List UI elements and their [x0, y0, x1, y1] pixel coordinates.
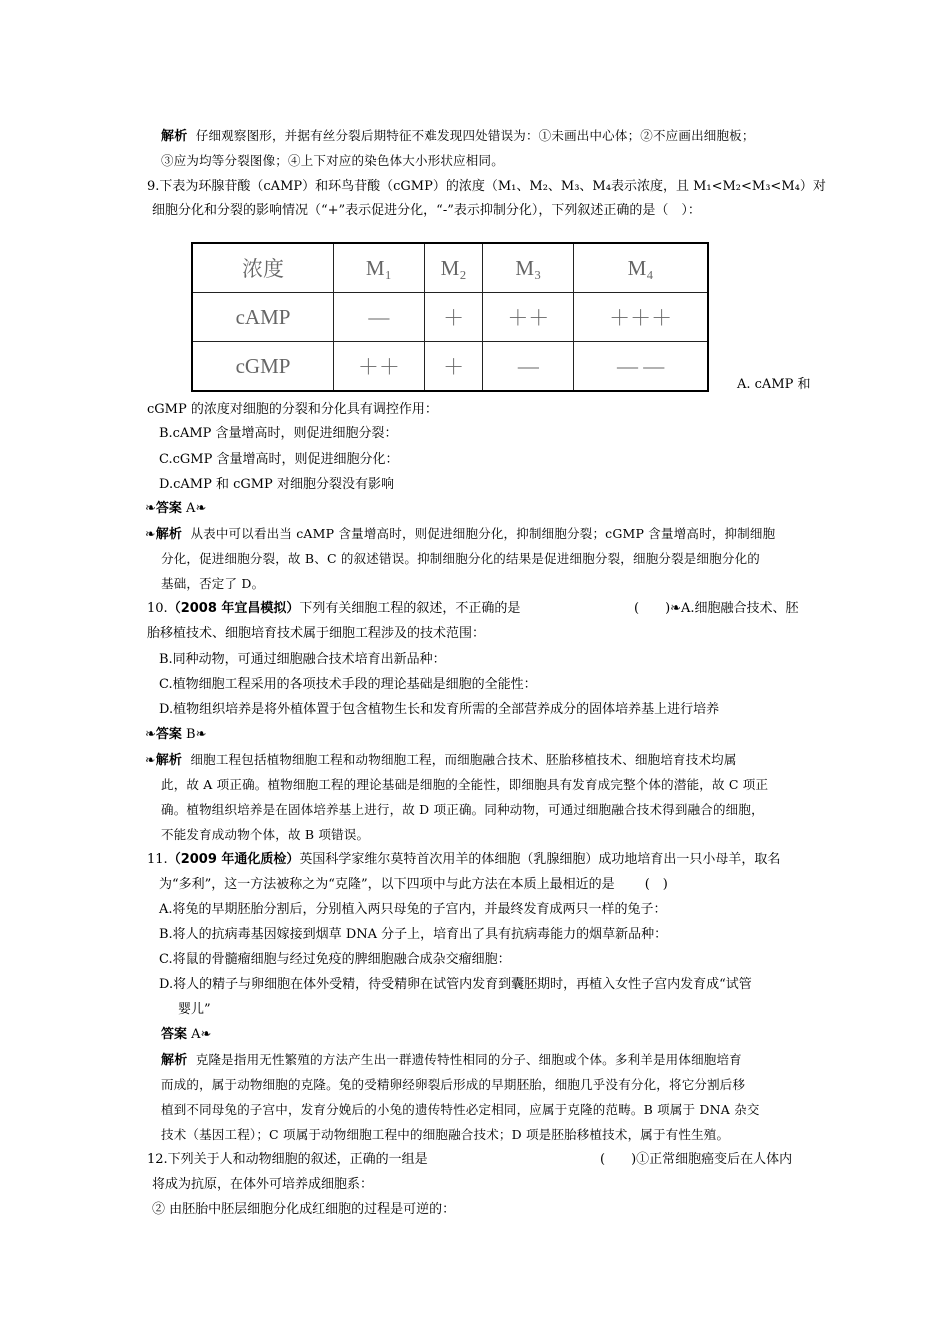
table-cell: ＋＋ [334, 342, 425, 392]
table-cell: — — [574, 342, 708, 392]
q12-paren-item1: ( )①正常细胞癌变后在人体内 [600, 1152, 793, 1167]
q9-answer: ❧答案 A❧ [145, 501, 207, 516]
concentration-table [191, 242, 709, 392]
q9-explanation-line3: 基础，否定了 D。 [161, 576, 265, 591]
q8-explanation-label: 解析 [161, 129, 188, 144]
q10-stem-line2: 胎移植技术、细胞培育技术属于细胞工程涉及的技术范围： [147, 626, 486, 641]
q10-explanation-line2: 此，故 A 项正确。植物细胞工程的理论基础是细胞的全能性，即细胞具有发育成完整个体的潜能，故 C 项正 [161, 777, 769, 792]
q9-explanation-label: 解析 [155, 527, 183, 542]
q9-option-b: B.cAMP 含量增高时，则促进细胞分裂： [159, 426, 398, 441]
q9-option-a-part2: cGMP 的浓度对细胞的分裂和分化具有调控作用： [147, 402, 438, 417]
q11-option-c: C.将鼠的骨髓瘤细胞与经过免疫的脾细胞融合成杂交瘤细胞： [159, 952, 511, 967]
q8-explanation-line2: ③应为均等分裂图像；④上下对应的染色体大小形状应相同。 [161, 153, 504, 168]
q12-item2: ② 由胚胎中胚层细胞分化成红细胞的过程是可逆的： [152, 1202, 456, 1217]
table-header-cell: M₃ [483, 243, 574, 293]
q8-explanation-line1: 解析 仔细观察图形，并据有丝分裂后期特征不难发现四处错误为：①未画出中心体；②不应画出细胞板； [161, 128, 755, 144]
q10-explanation-line3: 确。植物组织培养是在固体培养基上进行，故 D 项正确。同种动物，可通过细胞融合技术得到融合的细胞， [161, 802, 764, 817]
q11-option-d-line1: D.将人的精子与卵细胞在体外受精，待受精卵在试管内发育到囊胚期时，再植入女性子宫内发育成“试管 [159, 977, 752, 992]
q9-explanation-line2: 分化，促进细胞分裂，故 B、C 的叙述错误。抑制细胞分化的结果是促进细胞分裂，细胞分裂是细胞分化的 [161, 551, 760, 566]
table-cell: ＋＋ [483, 293, 574, 342]
q11-explanation-line2: 而成的，属于动物细胞的克隆。兔的受精卵经卵裂后形成的早期胚胎，细胞几乎没有分化，将它分割后移 [161, 1077, 746, 1092]
q9-answer-label: 答案 [155, 501, 182, 516]
q10-explanation-line1: ❧解析 细胞工程包括植物细胞工程和动物细胞工程，而细胞融合技术、胚胎移植技术、细胞培育技术均属 [145, 752, 737, 768]
table-header-row [192, 243, 708, 293]
q12-stem: 12.下列关于人和动物细胞的叙述，正确的一组是 [147, 1152, 428, 1167]
q11-source: （2009 年通化质检） [167, 852, 300, 867]
q11-answer: 答案 A❧ [161, 1027, 212, 1042]
q11-stem-line1: 11.（2009 年通化质检）英国科学家维尔莫特首次用羊的体细胞（乳腺细胞）成功地培育出一只小母羊，取名 [147, 852, 781, 867]
q10-explanation-label: 解析 [155, 753, 183, 768]
q11-option-b: B.将人的抗病毒基因嫁接到烟草 DNA 分子上，培育出了具有抗病毒能力的烟草新品种： [159, 927, 668, 942]
q10-option-c: C.植物细胞工程采用的各项技术手段的理论基础是细胞的全能性： [159, 677, 537, 692]
q9-stem-line1: 9.下表为环腺苷酸（cAMP）和环鸟苷酸（cGMP）的浓度（M₁、M₂、M₃、M₄表示浓度，且 M₁<M₂<M₃<M₄）对 [147, 179, 826, 194]
table-cell: — [334, 293, 425, 342]
q11-explanation-line1: 解析 克隆是指用无性繁殖的方法产生出一群遗传特性相同的分子、细胞或个体。多利羊是用体细胞培育 [161, 1052, 742, 1068]
q11-option-d-line2: 婴儿” [178, 1002, 211, 1017]
table-header-cell: M₁ [334, 243, 425, 293]
q11-option-a: A.将兔的早期胚胎分割后，分别植入两只母兔的子宫内，并最终发育成两只一样的兔子： [159, 902, 667, 917]
q9-explanation-line1: ❧解析 从表中可以看出当 cAMP 含量增高时，则促进细胞分化，抑制细胞分裂；cGMP 含量增高时，抑制细胞 [145, 526, 776, 542]
table-header-cell: 浓度 [192, 243, 334, 293]
q11-stem-line2: 为“多利”，这一方法被称之为“克隆”，以下四项中与此方法在本质上最相近的是 ( ) [159, 877, 668, 892]
table-cell: ＋ [424, 342, 483, 392]
table-cell: ＋ [424, 293, 483, 342]
table-cell: ＋＋＋ [574, 293, 708, 342]
q11-explanation-line3: 植到不同母兔的子宫中，发育分娩后的小兔的遗传特性必定相同，应属于克隆的范畴。B 项属于 DNA 杂交 [161, 1102, 760, 1117]
q9-option-a-part1: A. cAMP 和 [737, 377, 811, 392]
q10-source: （2008 年宜昌模拟） [167, 601, 300, 616]
q11-answer-label: 答案 [161, 1027, 188, 1042]
table-row [192, 293, 708, 342]
table-cell: cAMP [192, 293, 334, 342]
q10-answer-label: 答案 [155, 727, 182, 742]
q10-option-b: B.同种动物，可通过细胞融合技术培育出新品种： [159, 652, 446, 667]
q10-answer: ❧答案 B❧ [145, 727, 207, 742]
table-header-cell: M₄ [574, 243, 708, 293]
q11-explanation-label: 解析 [161, 1053, 188, 1068]
q9-stem-line2: 细胞分化和分裂的影响情况（“+”表示促进分化，“-”表示抑制分化），下列叙述正确的是（ ）： [152, 203, 701, 218]
q10-explanation-line4: 不能发育成动物个体，故 B 项错误。 [161, 827, 370, 842]
table-cell: cGMP [192, 342, 334, 392]
table-header-cell: M₂ [424, 243, 483, 293]
table-cell: — [483, 342, 574, 392]
q10-paren-option-a: ( )❧A.细胞融合技术、胚 [634, 601, 799, 616]
q9-option-c: C.cGMP 含量增高时，则促进细胞分化： [159, 452, 399, 467]
q10-stem: 10.（2008 年宜昌模拟）下列有关细胞工程的叙述，不正确的是 [147, 601, 521, 616]
table-row [192, 342, 708, 392]
q12-stem-line2: 将成为抗原，在体外可培养成细胞系： [152, 1177, 374, 1192]
q11-explanation-line4: 技术（基因工程）；C 项属于动物细胞工程中的细胞融合技术；D 项是胚胎移植技术，属于有性生殖。 [161, 1127, 730, 1142]
q9-option-d: D.cAMP 和 cGMP 对细胞分裂没有影响 [159, 477, 394, 492]
q10-option-d: D.植物组织培养是将外植体置于包含植物生长和发育所需的全部营养成分的固体培养基上进行培养 [159, 702, 720, 717]
